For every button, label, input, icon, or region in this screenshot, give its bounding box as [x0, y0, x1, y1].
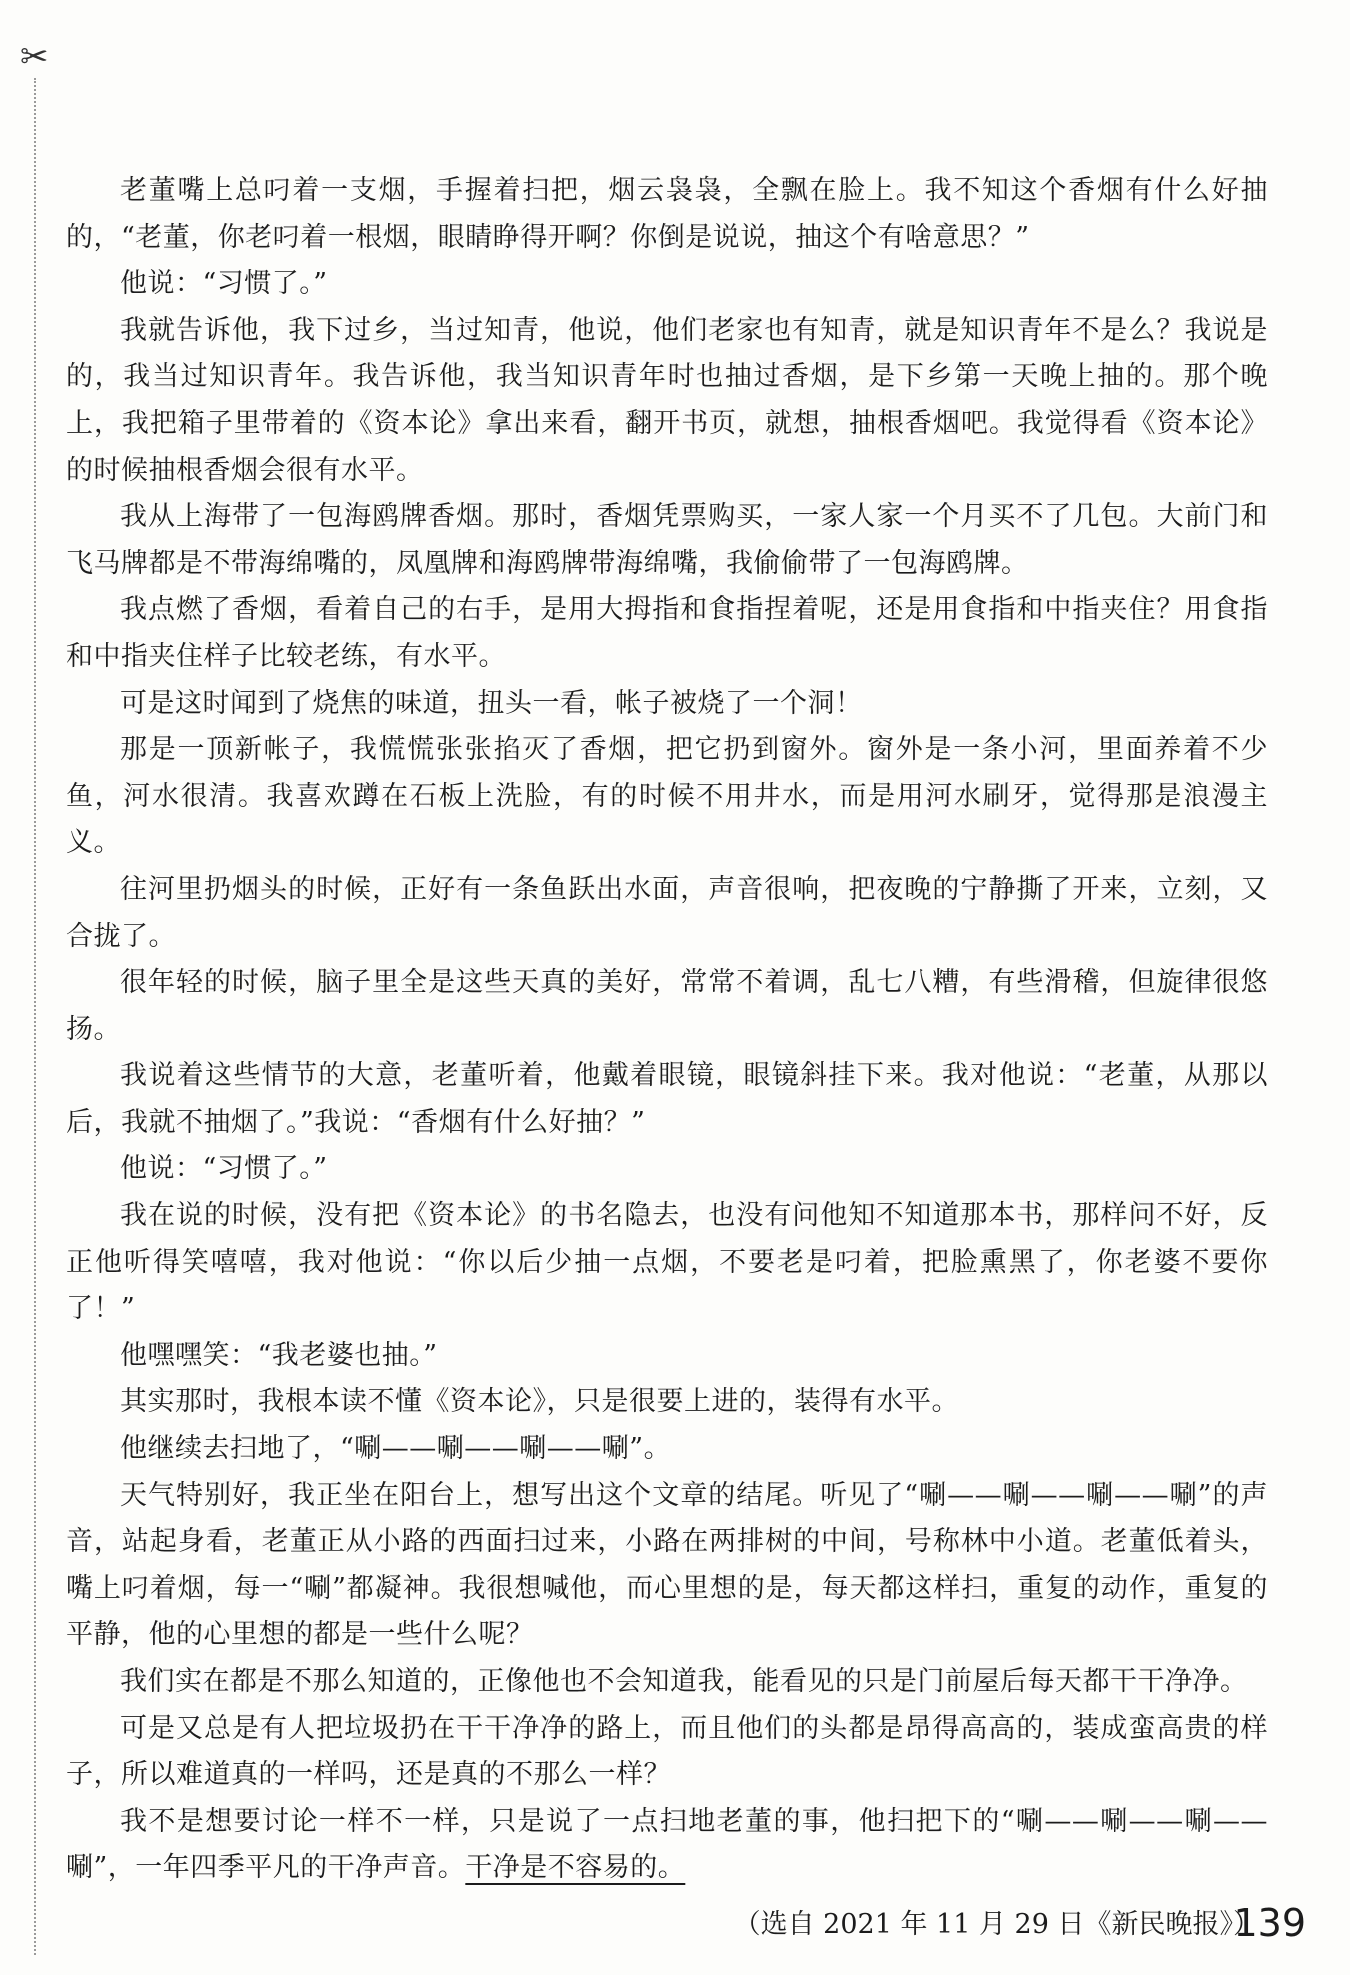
last-paragraph-text: 我不是想要讨论一样不一样，只是说了一点扫地老董的事，他扫把下的“唰——唰——唰——唰”，一年四季平凡的干净声音。 [66, 1805, 1268, 1884]
article-body [66, 168, 1268, 1948]
paragraph: 往河里扔烟头的时候，正好有一条鱼跃出水面，声音很响，把夜晚的宁静撕了开来，立刻，又合拢了。 [66, 873, 1268, 952]
paragraph: 我们实在都是不那么知道的，正像他也不会知道我，能看见的只是门前屋后每天都干干净净。 [120, 1666, 1248, 1697]
paragraph: 他说：“习惯了。” [120, 268, 328, 300]
paragraph: 我点燃了香烟，看着自己的右手，是用大拇指和食指捏着呢，还是用食指和中指夹住？用食指和中指夹住样子比较老练，有水平。 [66, 594, 1268, 672]
paragraph: 我就告诉他，我下过乡，当过知青，他说，他们老家也有知青，就是知识青年不是么？我说是的，我当过知识青年。我告诉他，我当知识青年时也抽过香烟，是下乡第一天晚上抽的。那个晚上，我把箱子里带着的《资本论》拿出来看，翻开书页，就想，抽根香烟吧。我觉得看《资本论》的时候抽根香烟会很有水平。 [66, 314, 1268, 486]
page-number: 139 [1233, 1901, 1306, 1945]
paragraph: 可是又总是有人把垃圾扔在干干净净的路上，而且他们的头都是昂得高高的，装成蛮高贵的样子，所以难道真的一样吗，还是真的不那么一样？ [66, 1712, 1268, 1791]
paragraph: 我在说的时候，没有把《资本论》的书名隐去，也没有问他知不知道那本书，那样问不好，反正他听得笑嘻嘻，我对他说：“你以后少抽一点烟，不要老是叼着，把脸熏黑了，你老婆不要你了！” [66, 1200, 1268, 1325]
cut-line [34, 78, 36, 1955]
paragraph: 他继续去扫地了，“唰——唰——唰——唰”。 [120, 1433, 672, 1465]
paragraph: 其实那时，我根本读不懂《资本论》，只是很要上进的，装得有水平。 [120, 1386, 959, 1418]
paragraph: 他说：“习惯了。” [120, 1153, 328, 1185]
scissors-icon: ✂ [20, 37, 49, 77]
paragraph: 我从上海带了一包海鸥牌香烟。那时，香烟凭票购买，一家人家一个月买不了几包。大前门和飞马牌都是不带海绵嘴的，凤凰牌和海鸥牌带海绵嘴，我偷偷带了一包海鸥牌。 [66, 501, 1268, 579]
paragraph: 天气特别好，我正坐在阳台上，想写出这个文章的结尾。听见了“唰——唰——唰——唰”的声音，站起身看，老董正从小路的西面扫过来，小路在两排树的中间，号称林中小道。老董低着头，嘴上叼着烟，每一“唰”都凝神。我很想喊他，而心里想的是，每天都这样扫，重复的动作，重复的平静，他的心里想的都是一些什么呢？ [66, 1479, 1268, 1651]
paragraph: 老董嘴上总叼着一支烟，手握着扫把，烟云袅袅，全飘在脸上。我不知这个香烟有什么好抽的，“老董，你老叼着一根烟，眼睛睁得开啊？你倒是说说，抽这个有啥意思？” [66, 175, 1268, 253]
paragraph: 很年轻的时候，脑子里全是这些天真的美好，常常不着调，乱七八糟，有些滑稽，但旋律很悠扬。 [66, 967, 1268, 1045]
source-citation: （选自 2021 年 11 月 29 日《新民晚报》） [733, 1908, 1260, 1940]
last-paragraph [66, 1799, 1268, 1892]
paragraph: 我说着这些情节的大意，老董听着，他戴着眼镜，眼镜斜挂下来。我对他说：“老董，从那以后，我就不抽烟了。”我说：“香烟有什么好抽？” [66, 1060, 1268, 1138]
paragraph: 那是一顶新帐子，我慌慌张张掐灭了香烟，把它扔到窗外。窗外是一条小河，里面养着不少鱼，河水很清。我喜欢蹲在石板上洗脸，有的时候不用井水，而是用河水刷牙，觉得那是浪漫主义。 [66, 734, 1268, 859]
underlined-sentence: 干净是不容易的。 [465, 1852, 686, 1884]
paragraph: 可是这时闻到了烧焦的味道，扭头一看，帐子被烧了一个洞！ [120, 687, 863, 719]
paragraph: 他嘿嘿笑：“我老婆也抽。” [120, 1339, 438, 1371]
